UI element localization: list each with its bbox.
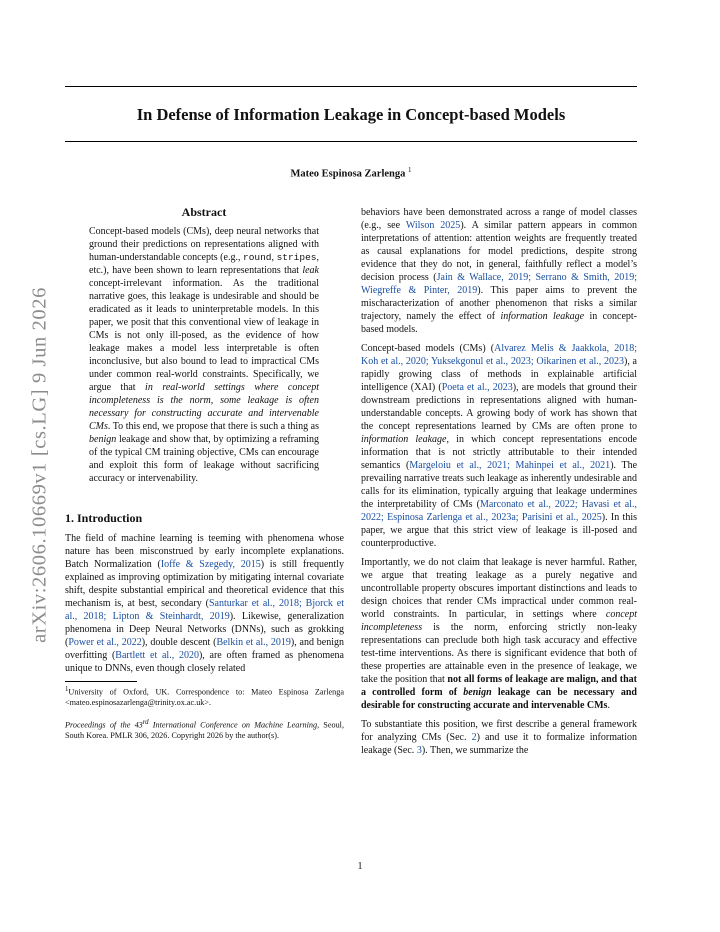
author-line [65, 166, 637, 180]
emphasis: concept incompleteness [361, 609, 637, 633]
proceedings-note [65, 718, 344, 742]
paragraph [361, 206, 637, 336]
proceedings-em: Proceedings of the 43 [65, 720, 143, 730]
abstract-text-span: , [271, 252, 277, 263]
abstract-text-span: Concept-based models (CMs), deep neural networks that ground their predictions on representations aligned with human-understandable concepts (e.g., [89, 226, 319, 263]
abstract-text-span: , etc.), have been shown to learn representations that [89, 252, 319, 276]
paragraph [361, 556, 637, 712]
text-span: ), a rapidly growing class of methods in explainable artificial intelligence (XAI) ( [361, 356, 637, 393]
text-span: ), are often framed as phenomena unique to DNNs, even though closely related [65, 650, 344, 674]
footnote-text: University of Oxford, UK. Correspondence to: Mateo Espinosa Zarlenga <mateo.espinosazarlenga@trinity.ox.ac.uk>. [65, 687, 344, 708]
paper-title: In Defense of Information Leakage in Concept-based Models [136, 105, 566, 124]
text-span: ). Then, we summarize the [421, 745, 529, 756]
bold-position: leakage can be necessary and desirable for constructing accurate and intervenable CMs [361, 687, 637, 711]
text-span: ). In this paper, we argue that this strict view of leakage is ill-posed and counterproductive. [361, 512, 638, 549]
text-span: To substantiate this position, we first describe a general framework for analyzing CMs (Sec. [361, 719, 637, 743]
emphasis: information leakage [500, 311, 585, 322]
abstract-text [89, 225, 319, 485]
footnote-rule [65, 681, 137, 682]
affiliation-mark: 1 [408, 166, 412, 174]
top-rule [65, 86, 637, 87]
author-name: Mateo Espinosa Zarlenga [290, 168, 406, 180]
text-span: ) is still frequently explained as improving optimization by mitigating internal covariate shift, despite substantial empirical and theoretical evidence that this mechanism is, at best, secondary ( [65, 559, 344, 609]
section-link[interactable]: 3 [416, 745, 422, 756]
right-column [361, 206, 637, 763]
text-span: The field of machine learning is teeming with phenomena whose nature has been misconstrued by early incomplete explanations. Batch Normalization ( [65, 533, 344, 570]
emphasis-claim: in real-world settings where concept incompleteness is the norm, some leakage is often necessary for constructing accurate and intervenable CMs [89, 382, 319, 432]
section-heading-introduction: 1. Introduction [65, 511, 143, 525]
citation-link[interactable]: Belkin et al., 2019 [216, 637, 291, 648]
proceedings-text: , Seoul, South Korea. PMLR 306, 2026. Copyright 2026 by the author(s). [65, 720, 344, 740]
text-span: ), and benign overfitting ( [65, 637, 344, 661]
left-column [65, 206, 344, 741]
citation-link[interactable]: Wilson 2025 [405, 220, 461, 231]
citation-link[interactable]: Marconato et al., 2022; Havasi et al., 2022; Espinosa Zarlenga et al., 2023a; Parisini et al., 2025 [361, 499, 637, 523]
citation-link[interactable]: Bartlett et al., 2020 [115, 650, 199, 661]
citation-link[interactable]: Poeta et al., 2023 [441, 382, 513, 393]
text-span: ). This paper aims to prevent the mischaracterization of another phenomenon that risks a similar trajectory, namely the effect of [361, 285, 637, 322]
abstract-text-span: leakage and show that, by optimizing a reframing of the typical CM training objective, CMs can encourage and exploit this form of leakage without sacrificing accuracy or intervenability. [89, 434, 319, 484]
intro-paragraph [65, 532, 344, 675]
paragraph [361, 718, 637, 757]
section-link[interactable]: 2 [471, 732, 477, 743]
abstract-heading: Abstract [181, 205, 227, 219]
footnote-affiliation [65, 685, 344, 709]
title-bottom-rule [65, 141, 637, 142]
citation-link[interactable]: Alvarez Melis & Jaakkola, 2018; Koh et al., 2020; Yuksekgonul et al., 2023; Oikarinen et al., 2023 [361, 343, 637, 367]
code-stripes: stripes [276, 252, 317, 263]
citation-link[interactable]: Power et al., 2022 [68, 637, 142, 648]
text-span: ). Likewise, generalization phenomena in Deep Neural Networks (DNNs), such as grokking ( [65, 611, 345, 648]
arxiv-stamp: arXiv:2606.10669v1 [cs.LG] 9 Jun 2026 [28, 287, 51, 643]
proceedings-sup: rd [142, 718, 149, 726]
text-span: Importantly, we do not claim that leakage is never harmful. Rather, we argue that treating leakage as a purely negative and uncontrollable property obscures important distinctions and leads to design choices that render CMs impractical under common real-world constraints. In particular, in settings where [361, 557, 637, 620]
citation-link[interactable]: Jain & Wallace, 2019; Serrano & Smith, 2019; Wiegreffe & Pinter, 2019 [361, 272, 637, 296]
text-span: Concept-based models (CMs) ( [361, 343, 495, 354]
code-round: round [243, 252, 272, 263]
footnote-mark: 1 [65, 686, 69, 693]
paragraph [361, 342, 637, 550]
citation-link[interactable]: Margeloiu et al., 2021; Mahinpei et al., 2021 [409, 460, 611, 471]
page-number: 1 [357, 861, 363, 872]
text-span: ), double descent ( [141, 637, 217, 648]
abstract-text-span: concept-irrelevant information. As the traditional narrative goes, this leakage is undesirable and should be eradicated as it leads to uninterpretable models. In this paper, we posit that this conventional view of leakage in CMs is not only ill-posed, as the evidence of how leakage makes a model less interpretable is often inconclusive, but also bound to lead to impractical CMs under common real-world constraints. Specifically, we argue that [89, 278, 319, 393]
abstract-section [89, 206, 319, 485]
text-span: , in which concept representations encode information that is not strictly attributable to their intended semantics ( [361, 434, 637, 471]
text-span: in concept-based models. [361, 311, 637, 335]
citation-link[interactable]: Santurkar et al., 2018; Bjorck et al., 2018; Lipton & Steinhardt, 2019 [65, 598, 344, 622]
text-span: ). The prevailing narrative treats such leakage as inherently undesirable and calls for its elimination, typically arguing that leakage undermines the interpretability of CMs ( [361, 460, 638, 510]
text-span: ) and use it to formalize information leakage (Sec. [361, 732, 637, 756]
text-span: ), are models that ground their downstream predictions in representations aligned with human-understandable concepts. A growing body of work has shown that the concept representations learned by CMs are often prone to [361, 382, 637, 432]
emphasis: information leakage [361, 434, 447, 445]
citation-link[interactable]: Ioffe & Szegedy, 2015 [160, 559, 261, 570]
emphasis-benign: benign [89, 434, 117, 445]
abstract-text-span: . To this end, we propose that there is such a thing as [107, 421, 319, 432]
text-span: is the norm, enforcing strictly non-leaky representations can preclude both high task accuracy and effective test-time interventions. As there is significant evidence that both of these properties are attainable even in the presence of leakage, we take the position that [361, 622, 637, 685]
proceedings-em: International Conference on Machine Learning [148, 720, 318, 730]
text-span: ). A similar pattern appears in common interpretations of attention: attention weights are frequently treated as causal explanations for model predictions, despite strong evidence that they do not, in general, faithfully reflect a model’s decision process ( [361, 220, 638, 283]
bold-emphasis: benign [463, 687, 492, 698]
text-span: . [607, 700, 610, 711]
emphasis-leak: leak [302, 265, 319, 276]
text-span: behaviors have been demonstrated across a range of model classes (e.g., see [361, 207, 637, 231]
bold-position: not all forms of leakage are malign, and that a controlled form of [361, 674, 637, 698]
